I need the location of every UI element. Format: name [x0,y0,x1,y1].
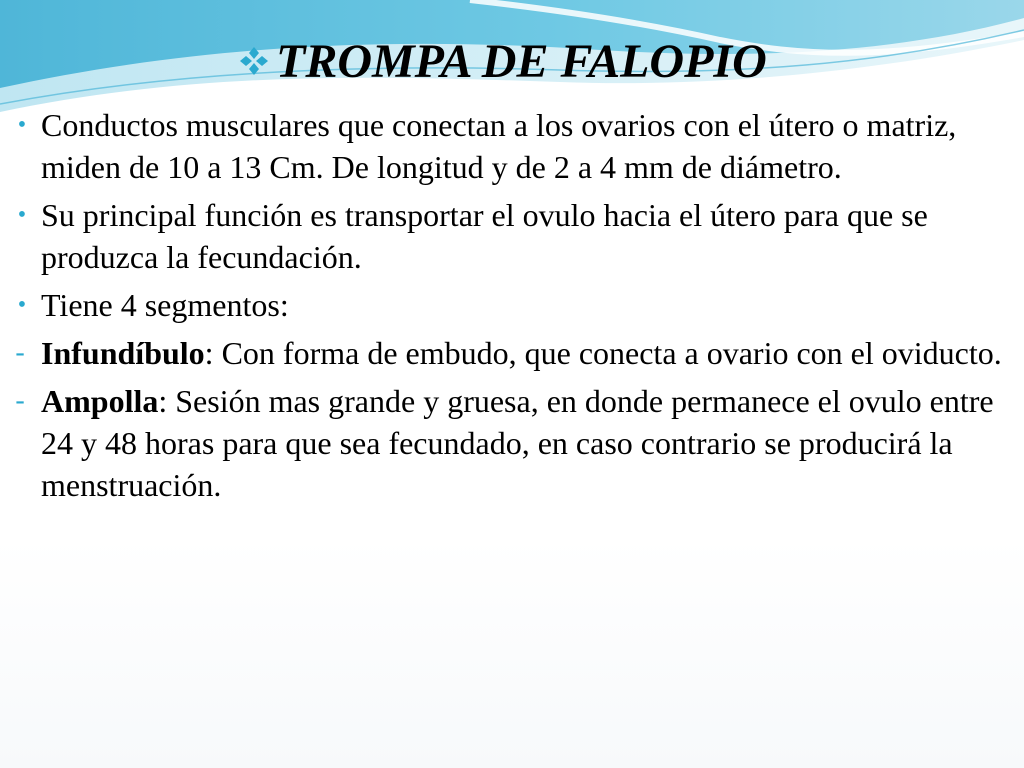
bullet-list [0,104,1024,512]
dash-marker: - [15,337,25,368]
slide-title [234,30,767,92]
list-item [0,284,1024,326]
item-term: Infundíbulo [41,335,205,371]
slide-title-text: TROMPA DE FALOPIO [276,34,767,88]
item-text: : Sesión mas grande y gruesa, en donde permanece el ovulo entre 24 y 48 horas para que sea fecundado, en caso contrario se producirá la menstruación. [41,383,994,503]
item-text: Tiene 4 segmentos: [41,287,289,323]
dash-marker: - [15,385,25,416]
item-text: : Con forma de embudo, que conecta a ovario con el oviducto. [204,335,1002,371]
list-item [0,104,1024,188]
item-term: Ampolla [41,383,159,419]
bullet-marker: • [17,292,27,318]
item-text: Su principal función es transportar el ovulo hacia el útero para que se produzca la fecundación. [41,197,928,275]
diamond-bullet-icon [234,41,274,81]
item-text: Conductos musculares que conectan a los ovarios con el útero o matriz, miden de 10 a 13 Cm. De longitud y de 2 a 4 mm de diámetro. [41,107,957,185]
list-item [0,194,1024,278]
list-item [0,380,1024,506]
list-item [0,332,1024,374]
bullet-marker: • [17,112,27,138]
bullet-marker: • [17,202,27,228]
